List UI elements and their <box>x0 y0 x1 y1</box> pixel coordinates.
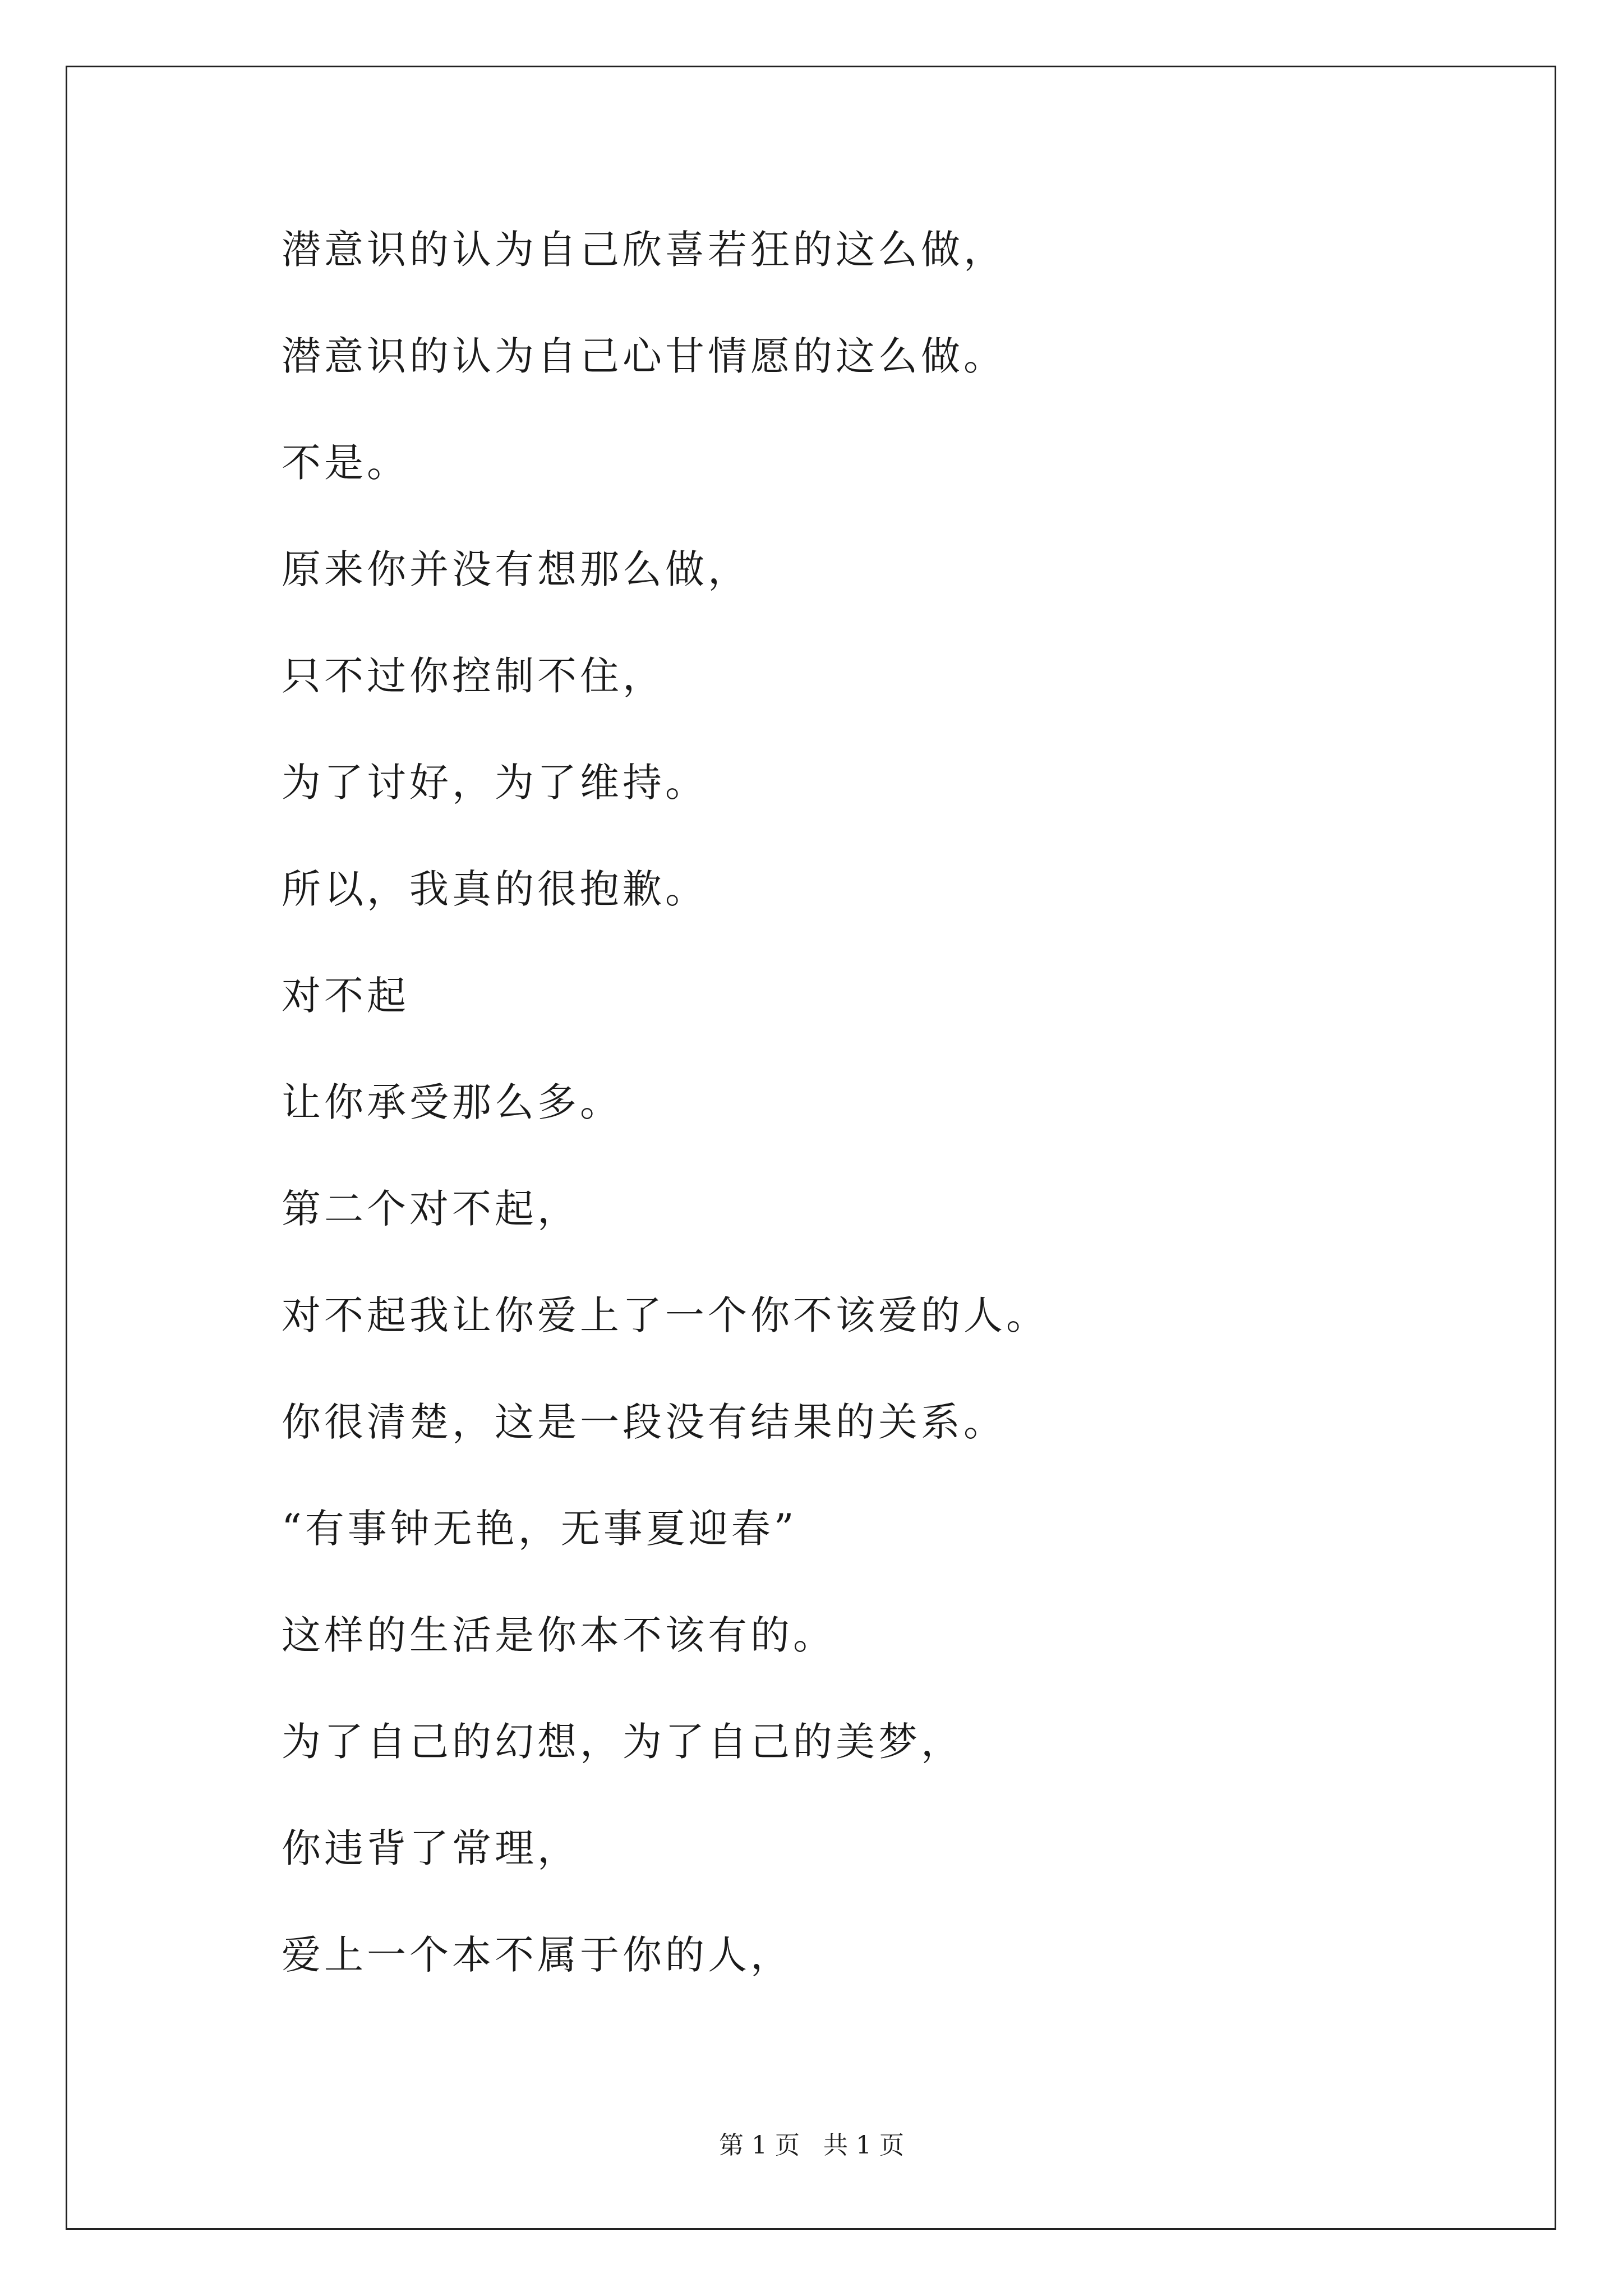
document-body <box>282 219 1459 2031</box>
text-line: 原来你并没有想那么做， <box>282 546 750 592</box>
text-line: 不是。 <box>282 440 409 486</box>
text-line: 为了讨好，为了维持。 <box>282 760 708 806</box>
text-line: 对不起 <box>282 973 409 1019</box>
text-line: 你很清楚，这是一段没有结果的关系。 <box>282 1399 1006 1445</box>
text-line: 爱上一个本不属于你的人， <box>282 1932 793 1978</box>
text-line: 让你承受那么多。 <box>282 1079 623 1125</box>
text-line: 只不过你控制不住， <box>282 653 665 699</box>
text-line: “有事钟无艳，无事夏迎春” <box>282 1506 797 1552</box>
text-line: 潜意识的认为自己心甘情愿的这么做。 <box>282 333 1006 379</box>
text-line: 你违背了常理， <box>282 1825 580 1871</box>
text-line: 这样的生活是你本不该有的。 <box>282 1612 836 1658</box>
text-line: 所以，我真的很抱歉。 <box>282 866 708 912</box>
text-line: 为了自己的幻想，为了自己的美梦， <box>282 1719 963 1765</box>
text-line: 潜意识的认为自己欣喜若狂的这么做， <box>282 227 1006 273</box>
text-line: 对不起我让你爱上了一个你不该爱的人。 <box>282 1292 1049 1338</box>
text-line: 第二个对不起， <box>282 1186 580 1232</box>
page-footer: 第 1 页 共 1 页 <box>719 2131 904 2160</box>
